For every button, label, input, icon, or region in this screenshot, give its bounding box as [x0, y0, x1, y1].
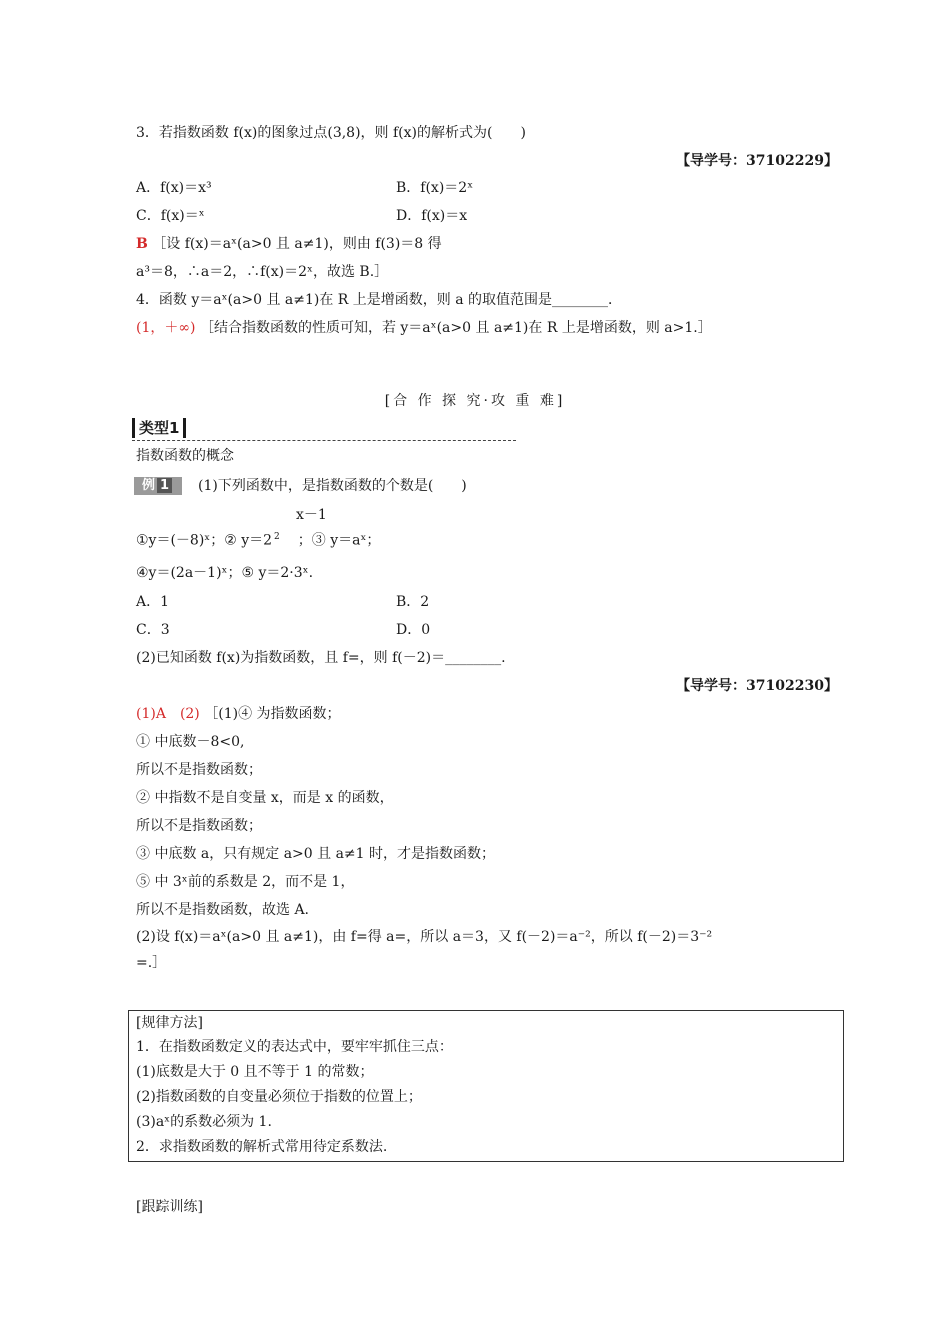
q3-option-c: C．f(x)＝ˣ: [136, 208, 205, 224]
q4-stem: 4．函数 y＝aˣ(a>0 且 a≠1)在 R 上是增函数，则 a 的取值范围是________．: [136, 292, 623, 308]
q3-option-a: A．f(x)＝x³: [136, 180, 212, 196]
example-tag-label: 例: [142, 478, 156, 493]
example-option-a: A．1: [136, 594, 170, 610]
q3-guide-number: 【导学号：37102229】: [676, 153, 838, 169]
solution-line4: ② 中指数不是自变量 x，而是 x 的函数，: [136, 790, 394, 806]
example-option-b: B．2: [396, 594, 430, 610]
solution-line6: ③ 中底数 a，只有规定 a>0 且 a≠1 时，才是指数函数；: [136, 846, 496, 862]
example-guide-number: 【导学号：37102230】: [676, 678, 838, 694]
section-title: [合 作 探 究·攻 重 难]: [384, 393, 566, 409]
solution-line3: 所以不是指数函数；: [136, 762, 262, 778]
example-tag-number: 1: [157, 478, 172, 493]
solution-answer: (1)A (2): [136, 706, 200, 722]
divider: [132, 440, 516, 441]
example-option-d: D．0: [396, 622, 431, 638]
example-option-c: C．3: [136, 622, 170, 638]
type-title: 指数函数的概念: [136, 448, 234, 464]
functions-part-a: ①y＝(－8)ˣ；② y＝2: [136, 532, 273, 549]
solution-line1: [136, 704, 341, 724]
q4-answer: [136, 318, 712, 338]
tracking-title: [跟踪训练]: [136, 1199, 203, 1215]
type-tag: 类型1: [132, 418, 186, 438]
q3-option-d: D．f(x)＝x: [396, 208, 468, 224]
q4-answer-value: (1，＋∞): [136, 320, 196, 336]
functions-part-b: ；③ y＝aˣ；: [297, 532, 381, 549]
method-line4: (3)aˣ的系数必须为 1.: [136, 1114, 272, 1130]
solution-line9: (2)设 f(x)＝aˣ(a>0 且 a≠1)，由 f=得 a=，所以 a＝3，又 f(－2)＝a⁻²，所以 f(－2)＝3⁻²: [136, 929, 713, 945]
q4-answer-text: ［结合指数函数的性质可知，若 y＝aˣ(a>0 且 a≠1)在 R 上是增函数，则 a>1.］: [199, 320, 712, 336]
example-functions-line2: ④y＝(2a－1)ˣ；⑤ y＝2·3ˣ.: [136, 565, 314, 581]
example-stem: (1)下列函数中，是指数函数的个数是( ): [198, 478, 467, 494]
q3-answer-text: ［设 f(x)＝aˣ(a>0 且 a≠1)，则由 f(3)＝8 得: [152, 236, 442, 252]
solution-line10: =.］: [136, 955, 167, 971]
solution-line2: ① 中底数－8<0,: [136, 734, 245, 750]
q3-answer-line2: a³＝8，∴a＝2，∴f(x)＝2ˣ，故选 B.］: [136, 264, 389, 280]
example-tag: [134, 477, 182, 495]
solution-text1: ［(1)④ 为指数函数；: [204, 706, 341, 722]
fraction-denominator: 2: [274, 532, 280, 542]
example-part2: (2)已知函数 f(x)为指数函数，且 f=，则 f(－2)＝________.: [136, 650, 506, 666]
method-line5: 2．求指数函数的解析式常用待定系数法.: [136, 1139, 388, 1155]
solution-line5: 所以不是指数函数；: [136, 818, 262, 834]
solution-line7: ⑤ 中 3ˣ前的系数是 2，而不是 1，: [136, 874, 355, 890]
method-title: [规律方法]: [136, 1015, 203, 1031]
fraction-numerator: x－1: [296, 507, 327, 523]
q3-stem: 3．若指数函数 f(x)的图象过点(3,8)，则 f(x)的解析式为( ): [136, 125, 526, 141]
method-line1: 1．在指数函数定义的表达式中，要牢牢抓住三点：: [136, 1039, 453, 1055]
q3-answer-letter: B: [136, 236, 148, 252]
q3-answer-line1: [136, 234, 442, 254]
q3-option-b: B．f(x)＝2ˣ: [396, 180, 474, 196]
method-line3: (2)指数函数的自变量必须位于指数的位置上；: [136, 1089, 422, 1105]
example-functions-line1: [136, 527, 380, 551]
solution-line8: 所以不是指数函数，故选 A.: [136, 902, 310, 918]
method-line2: (1)底数是大于 0 且不等于 1 的常数；: [136, 1064, 374, 1080]
